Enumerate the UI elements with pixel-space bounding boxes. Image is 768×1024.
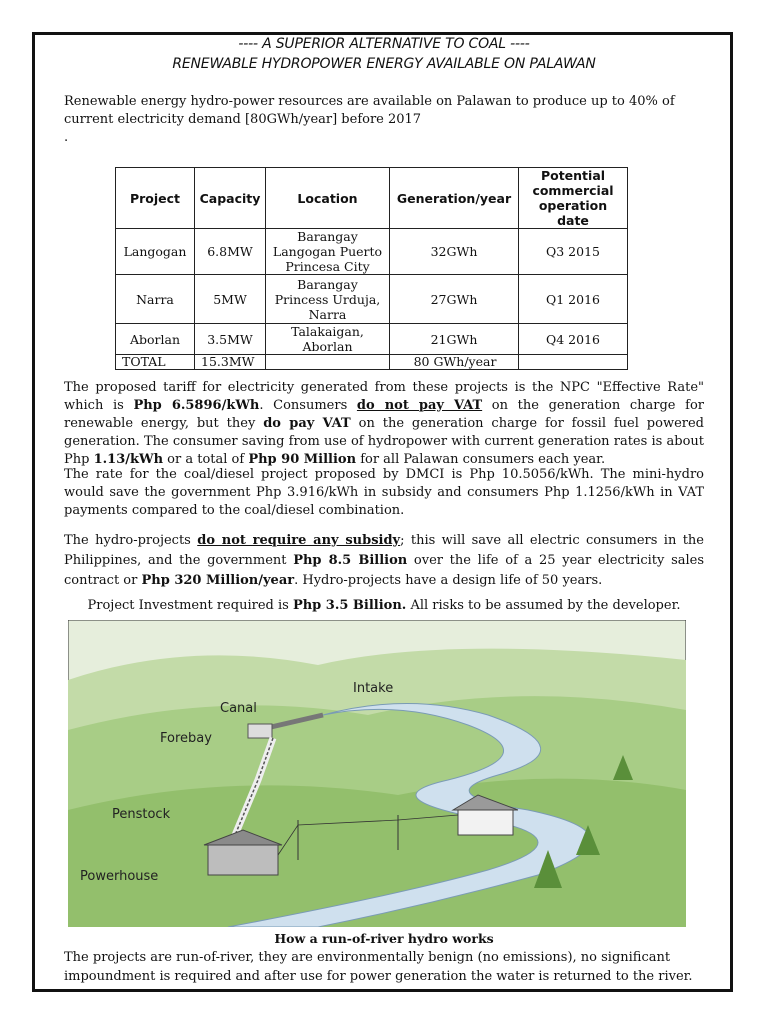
table-total-row — [116, 355, 628, 370]
text-run: Php 3.5 Billion. — [292, 598, 407, 613]
label-intake: Intake — [353, 681, 394, 696]
table-header: Project — [116, 168, 195, 229]
text-run: Project Investment required is — [87, 598, 293, 613]
text-run: Php 6.5896/kWh — [133, 398, 260, 413]
table-row — [116, 229, 628, 275]
house-building — [458, 810, 513, 835]
table-cell: 5MW — [195, 275, 266, 324]
powerhouse-building — [208, 845, 278, 875]
table-row — [116, 275, 628, 324]
text-run: for all Palawan consumers each year. — [356, 452, 606, 467]
investment-paragraph — [64, 597, 704, 615]
table-cell: Langogan — [116, 229, 195, 275]
table-header: Generation/year — [390, 168, 519, 229]
table-header: Capacity — [195, 168, 266, 229]
subsidy-paragraph — [64, 531, 704, 591]
closing-paragraph: The projects are run-of-river, they are environmentally benign (no emissions), no significant impoundment is required and after use for power generation the water is returned to the river. — [64, 950, 693, 984]
intro-dot: . — [64, 130, 69, 145]
table-cell: 21GWh — [390, 324, 519, 355]
text-run: 1.13/kWh — [93, 452, 164, 467]
label-canal: Canal — [220, 701, 257, 716]
table-header-row — [116, 168, 628, 229]
forebay-box — [248, 724, 272, 738]
table-cell: Aborlan — [116, 324, 195, 355]
table-cell — [519, 355, 628, 370]
text-run: on the generation charge for fossil fuel powered generation. The consumer saving from use of hydropower with current generation rates is about Php — [64, 416, 704, 467]
table-cell: TOTAL — [116, 355, 195, 370]
table-header: Location — [266, 168, 390, 229]
label-penstock: Penstock — [112, 807, 171, 822]
table-cell: Q4 2016 — [519, 324, 628, 355]
text-run: do not require any subsidy — [197, 533, 401, 548]
table-cell: Talakaigan, Aborlan — [266, 324, 390, 355]
table-cell: 15.3MW — [195, 355, 266, 370]
table-cell: 80 GWh/year — [390, 355, 519, 370]
table-cell: Narra — [116, 275, 195, 324]
table-cell: 27GWh — [390, 275, 519, 324]
table-cell: Barangay Princess Urduja, Narra — [266, 275, 390, 324]
label-powerhouse: Powerhouse — [80, 869, 159, 884]
heading-line-1: ---- A SUPERIOR ALTERNATIVE TO COAL ---- — [238, 36, 530, 52]
table-cell: 3.5MW — [195, 324, 266, 355]
table-cell: Q1 2016 — [519, 275, 628, 324]
text-run: Php 320 Million/year — [141, 573, 295, 588]
text-run: The hydro-projects — [64, 533, 198, 548]
text-run: or a total of — [163, 452, 249, 467]
text-run: do not pay VAT — [356, 398, 483, 413]
rate-paragraph: The rate for the coal/diesel project proposed by DMCI is Php 10.5056/kWh. The mini-hydro would save the government Php 3.916/kWh in subsidy and consumers Php 1.1256/kWh in VAT payments compared to the coal/diesel combination. — [64, 467, 704, 518]
heading-line-2: RENEWABLE HYDROPOWER ENERGY AVAILABLE ON PALAWAN — [172, 56, 596, 72]
intro-line-2: current electricity demand [80GWh/year] before 2017 — [64, 112, 422, 127]
intro-line-1: Renewable energy hydro-power resources are available on Palawan to produce up to 40% of — [64, 94, 675, 109]
table-cell: Q3 2015 — [519, 229, 628, 275]
table-header: Potential commercial operation date — [519, 168, 628, 229]
text-run: ; this will save all electric consumers in the Philippines, and the government — [64, 533, 704, 568]
tariff-paragraph — [64, 379, 704, 469]
text-run: Php 8.5 Billion — [293, 553, 408, 568]
label-forebay: Forebay — [160, 731, 212, 746]
table-row — [116, 324, 628, 355]
figure-caption: How a run-of-river hydro works — [274, 931, 494, 946]
hydro-diagram — [68, 620, 686, 927]
text-run: over the life of a 25 year electricity sales contract or — [64, 553, 705, 588]
intro-paragraph — [64, 93, 704, 147]
table-cell — [266, 355, 390, 370]
text-run: The proposed tariff for electricity generated from these projects is the NPC "Effective Rate" which is — [64, 380, 704, 413]
projects-table — [115, 167, 628, 370]
text-run: Php 90 Million — [248, 452, 357, 467]
table-cell: 32GWh — [390, 229, 519, 275]
text-run: . Consumers — [259, 398, 357, 413]
table-cell: Barangay Langogan Puerto Princesa City — [266, 229, 390, 275]
text-run: do pay VAT — [263, 416, 351, 431]
text-run: All risks to be assumed by the developer. — [406, 598, 681, 613]
text-run: . Hydro-projects have a design life of 50 years. — [294, 573, 603, 588]
text-run: on the generation charge for renewable energy, but they — [64, 398, 705, 431]
table-cell: 6.8MW — [195, 229, 266, 275]
